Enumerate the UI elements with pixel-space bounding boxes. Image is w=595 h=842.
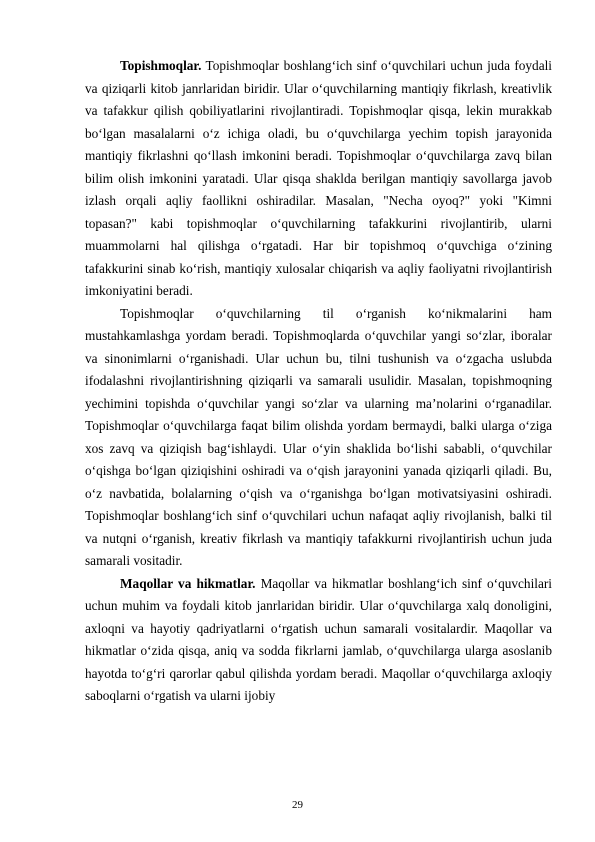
paragraph-riddles-language (85, 303, 552, 573)
paragraph-heading: Topishmoqlar. (120, 58, 202, 73)
paragraph-text: Topishmoqlar boshlang‘ich sinf o‘quvchilari uchun juda foydali va qiziqarli kitob janrlaridan biridir. Ular o‘quvchilarning mantiqiy fikrlash, kreativlik va tafakkur qilish qobiliyatlarini rivojlantiradi. Topishmoqlar qisqa, lekin murakkab bo‘lgan masalalarni o‘z ichiga oladi, bu o‘quvchilarga yechim topish jarayonida mantiqiy fikrlashni qo‘llash imkonini beradi. Topishmoqlar o‘quvchilarga zavq bilan bilim olish imkonini yaratadi. Ular qisqa shaklda berilgan mantiqiy savollarga javob izlash orqali aqliy faollikni oshiradilar. Masalan, "Necha oyoq?" yoki "Kimni topasan?" kabi topishmoqlar o‘quvchilarning tafakkurini rivojlantirib, ularni muammolarni hal qilishga o‘rgatadi. Har bir topishmoq o‘quvchiga o‘zining tafakkurini sinab ko‘rish, mantiqiy xulosalar chiqarish va aqliy faoliyatni rivojlantirish imkoniyatini beradi. (85, 58, 552, 298)
paragraph-riddles (85, 55, 552, 303)
paragraph-heading: Maqollar va hikmatlar. (120, 575, 256, 591)
paragraph-text: Maqollar va hikmatlar boshlang‘ich sinf o‘quvchilari uchun muhim va foydali kitob janrlaridan biridir. Ular o‘quvchilarga xalq donoligini, axloqni va hayotiy qadriyatlarni o‘rgatish uchun samarali vositalardir. Maqollar va hikmatlar o‘zida qisqa, aniq va sodda fikrlarni jamlab, o‘quvchilarga ularga asoslanib hayotda to‘g‘ri qarorlar qabul qilishda yordam beradi. Maqollar o‘quvchilarga axloqiy saboqlarni o‘rgatish va ularni ijobiy (85, 575, 552, 703)
paragraph-proverbs (85, 573, 552, 708)
body-text (85, 55, 552, 708)
page-number: 29 (292, 799, 303, 811)
paragraph-text: Topishmoqlar o‘quvchilarning til o‘rganish ko‘nikmalarini ham mustahkamlashga yordam beradi. Topishmoqlarda o‘quvchilar yangi so‘zlar, iboralar va sinonimlarni o‘rganishadi. Ular uchun bu, tilni tushunish va o‘zgacha uslubda ifodalashni rivojlantirishning qiziqarli va samarali usulidir. Masalan, topishmoqning yechimini topishda o‘quvchilar yangi so‘zlar va ularning ma’nolarini o‘rganadilar. Topishmoqlar o‘quvchilarga faqat bilim olishda yordam bermaydi, balki ularga o‘ziga xos zavq va qiziqish bag‘ishlaydi. Ular o‘yin shaklida bo‘lishi sababli, o‘quvchilar o‘qishga bo‘lgan qiziqishini oshiradi va o‘qish jarayonini yanada qiziqarli qiladi. Bu, o‘z navbatida, bolalarning o‘qish va o‘rganishga bo‘lgan motivatsiyasini oshiradi. Topishmoqlar boshlang‘ich sinf o‘quvchilari uchun nafaqat aqliy rivojlanish, balki til va nutqni o‘rganish, kreativ fikrlash va mantiqiy tafakkurni rivojlantirish uchun juda samarali vositadir. (85, 305, 552, 568)
